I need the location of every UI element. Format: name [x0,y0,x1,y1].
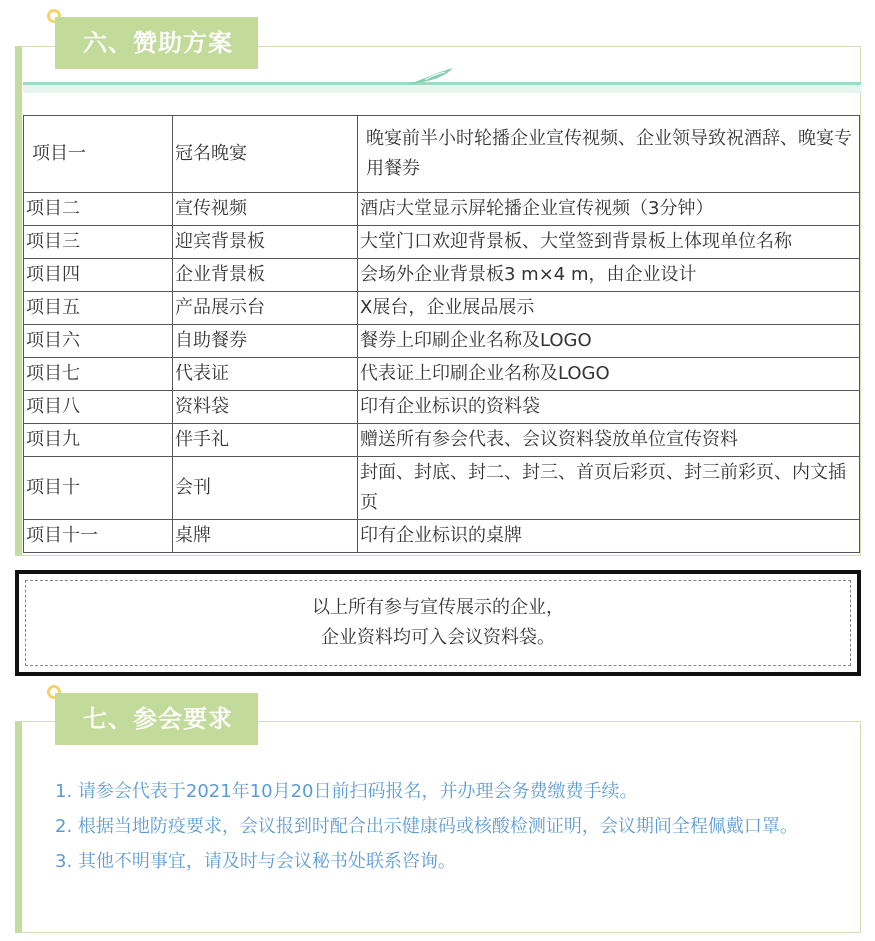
desc-cell: X展台，企业展品展示 [358,292,860,325]
note-box [15,570,861,676]
item-cell: 项目七 [24,358,173,391]
leaf-icon [405,66,457,86]
name-cell: 自助餐券 [173,325,358,358]
table-row [24,292,860,325]
item-cell: 项目五 [24,292,173,325]
table-row [24,520,860,553]
note-line-2: 企业资料均可入会议资料袋。 [321,627,555,648]
section-title-requirements: 七、参会要求 [55,693,258,745]
table-row [24,391,860,424]
name-cell: 迎宾背景板 [173,226,358,259]
table-row [24,226,860,259]
name-cell: 桌牌 [173,520,358,553]
note-line-1: 以上所有参与宣传展示的企业， [312,597,564,618]
table-row [24,116,860,193]
sponsorship-table [23,115,860,553]
name-cell: 伴手礼 [173,424,358,457]
name-cell: 产品展示台 [173,292,358,325]
desc-cell: 封面、封底、封二、封三、首页后彩页、封三前彩页、内文插页 [358,457,860,520]
desc-cell: 赠送所有参会代表、会议资料袋放单位宣传资料 [358,424,860,457]
table-row [24,424,860,457]
name-cell: 冠名晚宴 [173,116,358,193]
name-cell: 会刊 [173,457,358,520]
note-inner [25,580,851,666]
list-item: 1. 请参会代表于2021年10月20日前扫码报名，并办理会务费缴费手续。 [55,781,638,802]
name-cell: 宣传视频 [173,193,358,226]
table-row [24,193,860,226]
item-cell: 项目一 [24,116,173,193]
item-cell: 项目二 [24,193,173,226]
name-cell: 企业背景板 [173,259,358,292]
item-cell: 项目九 [24,424,173,457]
desc-cell: 大堂门口欢迎背景板、大堂签到背景板上体现单位名称 [358,226,860,259]
name-cell: 资料袋 [173,391,358,424]
item-cell: 项目四 [24,259,173,292]
item-cell: 项目十一 [24,520,173,553]
item-cell: 项目十 [24,457,173,520]
decorative-band [23,85,861,93]
table-row [24,358,860,391]
desc-cell: 印有企业标识的桌牌 [358,520,860,553]
section-title-sponsorship: 六、赞助方案 [55,17,258,69]
list-item: 3. 其他不明事宜，请及时与会议秘书处联系咨询。 [55,851,456,872]
desc-cell: 印有企业标识的资料袋 [358,391,860,424]
desc-cell: 餐券上印刷企业名称及LOGO [358,325,860,358]
name-cell: 代表证 [173,358,358,391]
desc-cell: 会场外企业背景板3 m×4 m，由企业设计 [358,259,860,292]
desc-cell: 晚宴前半小时轮播企业宣传视频、企业领导致祝酒辞、晚宴专用餐券 [358,116,860,193]
item-cell: 项目三 [24,226,173,259]
table-row [24,457,860,520]
item-cell: 项目八 [24,391,173,424]
requirements-list [55,776,845,881]
table-row [24,259,860,292]
desc-cell: 酒店大堂显示屏轮播企业宣传视频（3分钟） [358,193,860,226]
list-item: 2. 根据当地防疫要求，会议报到时配合出示健康码或核酸检测证明，会议期间全程佩戴口罩。 [55,816,798,837]
desc-cell: 代表证上印刷企业名称及LOGO [358,358,860,391]
item-cell: 项目六 [24,325,173,358]
table-row [24,325,860,358]
